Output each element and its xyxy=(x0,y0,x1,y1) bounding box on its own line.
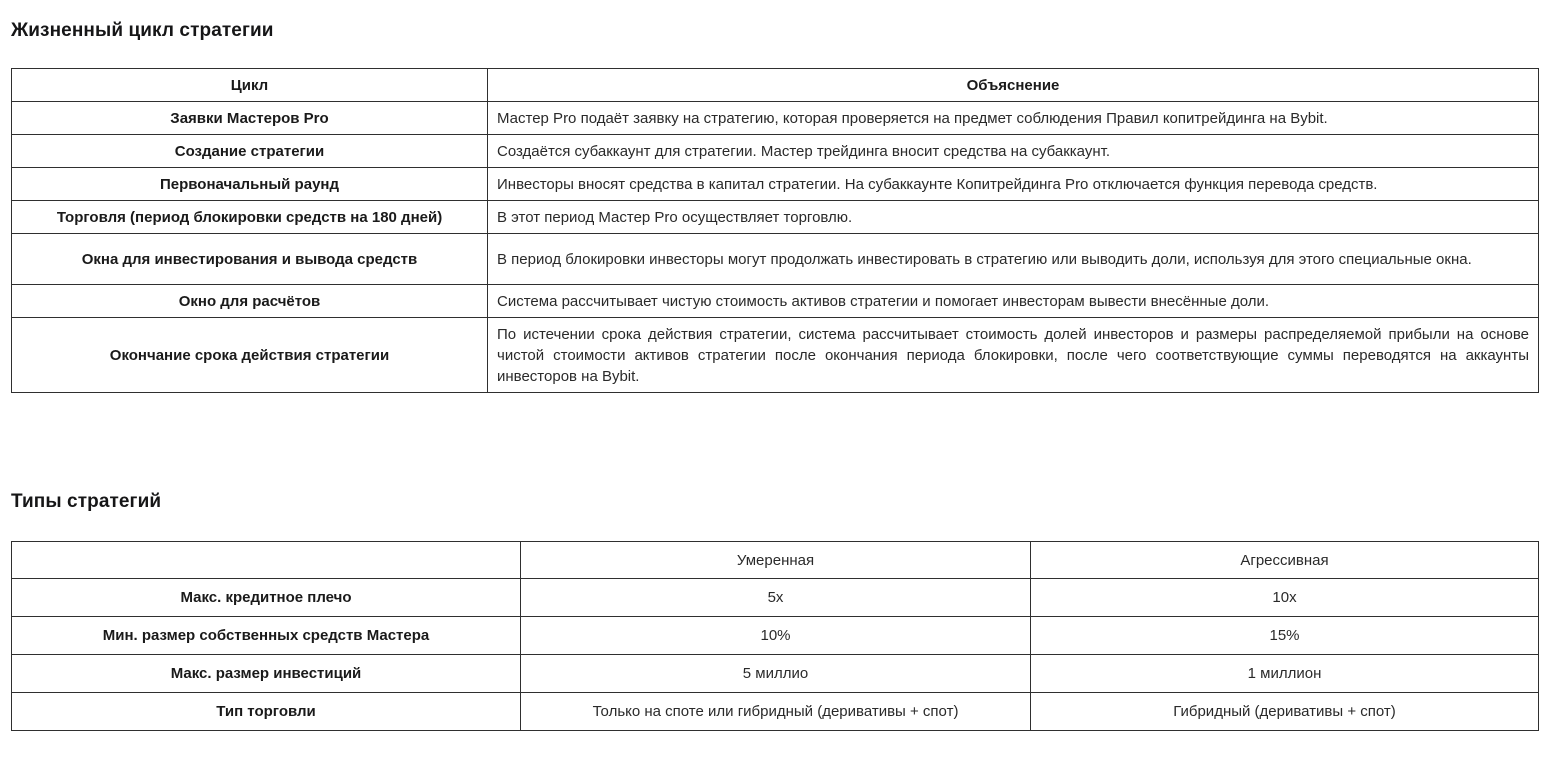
table-row xyxy=(12,579,1539,617)
cycle-cell: Торговля (период блокировки средств на 180 дней) xyxy=(12,201,488,234)
explanation-cell: В этот период Мастер Pro осуществляет торговлю. xyxy=(488,201,1539,234)
aggressive-value-cell: 15% xyxy=(1031,617,1539,655)
strategy-types-table xyxy=(11,541,1539,731)
explanation-cell: Создаётся субаккаунт для стратегии. Мастер трейдинга вносит средства на субаккаунт. xyxy=(488,135,1539,168)
moderate-value-cell: Только на споте или гибридный (деривативы + спот) xyxy=(521,693,1031,731)
metric-cell: Макс. размер инвестиций xyxy=(12,655,521,693)
table-row xyxy=(12,318,1539,393)
types-section-title: Типы стратегий xyxy=(11,491,162,512)
table-header-row xyxy=(12,69,1539,102)
explanation-cell: Инвесторы вносят средства в капитал стратегии. На субаккаунте Копитрейдинга Pro отключается функция перевода средств. xyxy=(488,168,1539,201)
explanation-cell: Система рассчитывает чистую стоимость активов стратегии и помогает инвесторам вывести внесённые доли. xyxy=(488,285,1539,318)
cycle-cell: Заявки Мастеров Pro xyxy=(12,102,488,135)
aggressive-column-header: Агрессивная xyxy=(1031,542,1539,579)
cycle-cell: Первоначальный раунд xyxy=(12,168,488,201)
table-row xyxy=(12,168,1539,201)
cycle-cell: Создание стратегии xyxy=(12,135,488,168)
aggressive-value-cell: 10x xyxy=(1031,579,1539,617)
metric-cell: Тип торговли xyxy=(12,693,521,731)
table-row xyxy=(12,693,1539,731)
moderate-value-cell: 5 миллио xyxy=(521,655,1031,693)
lifecycle-section-title: Жизненный цикл стратегии xyxy=(11,20,274,41)
explanation-cell: Мастер Pro подаёт заявку на стратегию, которая проверяется на предмет соблюдения Правил копитрейдинга на Bybit. xyxy=(488,102,1539,135)
moderate-column-header: Умеренная xyxy=(521,542,1031,579)
cycle-cell: Окно для расчётов xyxy=(12,285,488,318)
table-header-row xyxy=(12,542,1539,579)
explanation-cell: По истечении срока действия стратегии, система рассчитывает стоимость долей инвесторов и размеры распределяемой прибыли на основе чистой стоимости активов стратегии после окончания периода блокировки, после чего соответствующие суммы переводятся на аккаунты инвесторов на Bybit. xyxy=(488,318,1539,393)
metric-cell: Мин. размер собственных средств Мастера xyxy=(12,617,521,655)
lifecycle-table xyxy=(11,68,1539,393)
metric-column-header xyxy=(12,542,521,579)
table-row xyxy=(12,135,1539,168)
aggressive-value-cell: Гибридный (деривативы + спот) xyxy=(1031,693,1539,731)
cycle-cell: Окончание срока действия стратегии xyxy=(12,318,488,393)
table-row xyxy=(12,285,1539,318)
table-row xyxy=(12,655,1539,693)
table-row xyxy=(12,617,1539,655)
explanation-cell: В период блокировки инвесторы могут продолжать инвестировать в стратегию или выводить доли, используя для этого специальные окна. xyxy=(488,234,1539,285)
table-row xyxy=(12,201,1539,234)
cycle-cell: Окна для инвестирования и вывода средств xyxy=(12,234,488,285)
table-row xyxy=(12,234,1539,285)
metric-cell: Макс. кредитное плечо xyxy=(12,579,521,617)
moderate-value-cell: 10% xyxy=(521,617,1031,655)
moderate-value-cell: 5x xyxy=(521,579,1031,617)
explanation-column-header: Объяснение xyxy=(488,69,1539,102)
cycle-column-header: Цикл xyxy=(12,69,488,102)
table-row xyxy=(12,102,1539,135)
aggressive-value-cell: 1 миллион xyxy=(1031,655,1539,693)
